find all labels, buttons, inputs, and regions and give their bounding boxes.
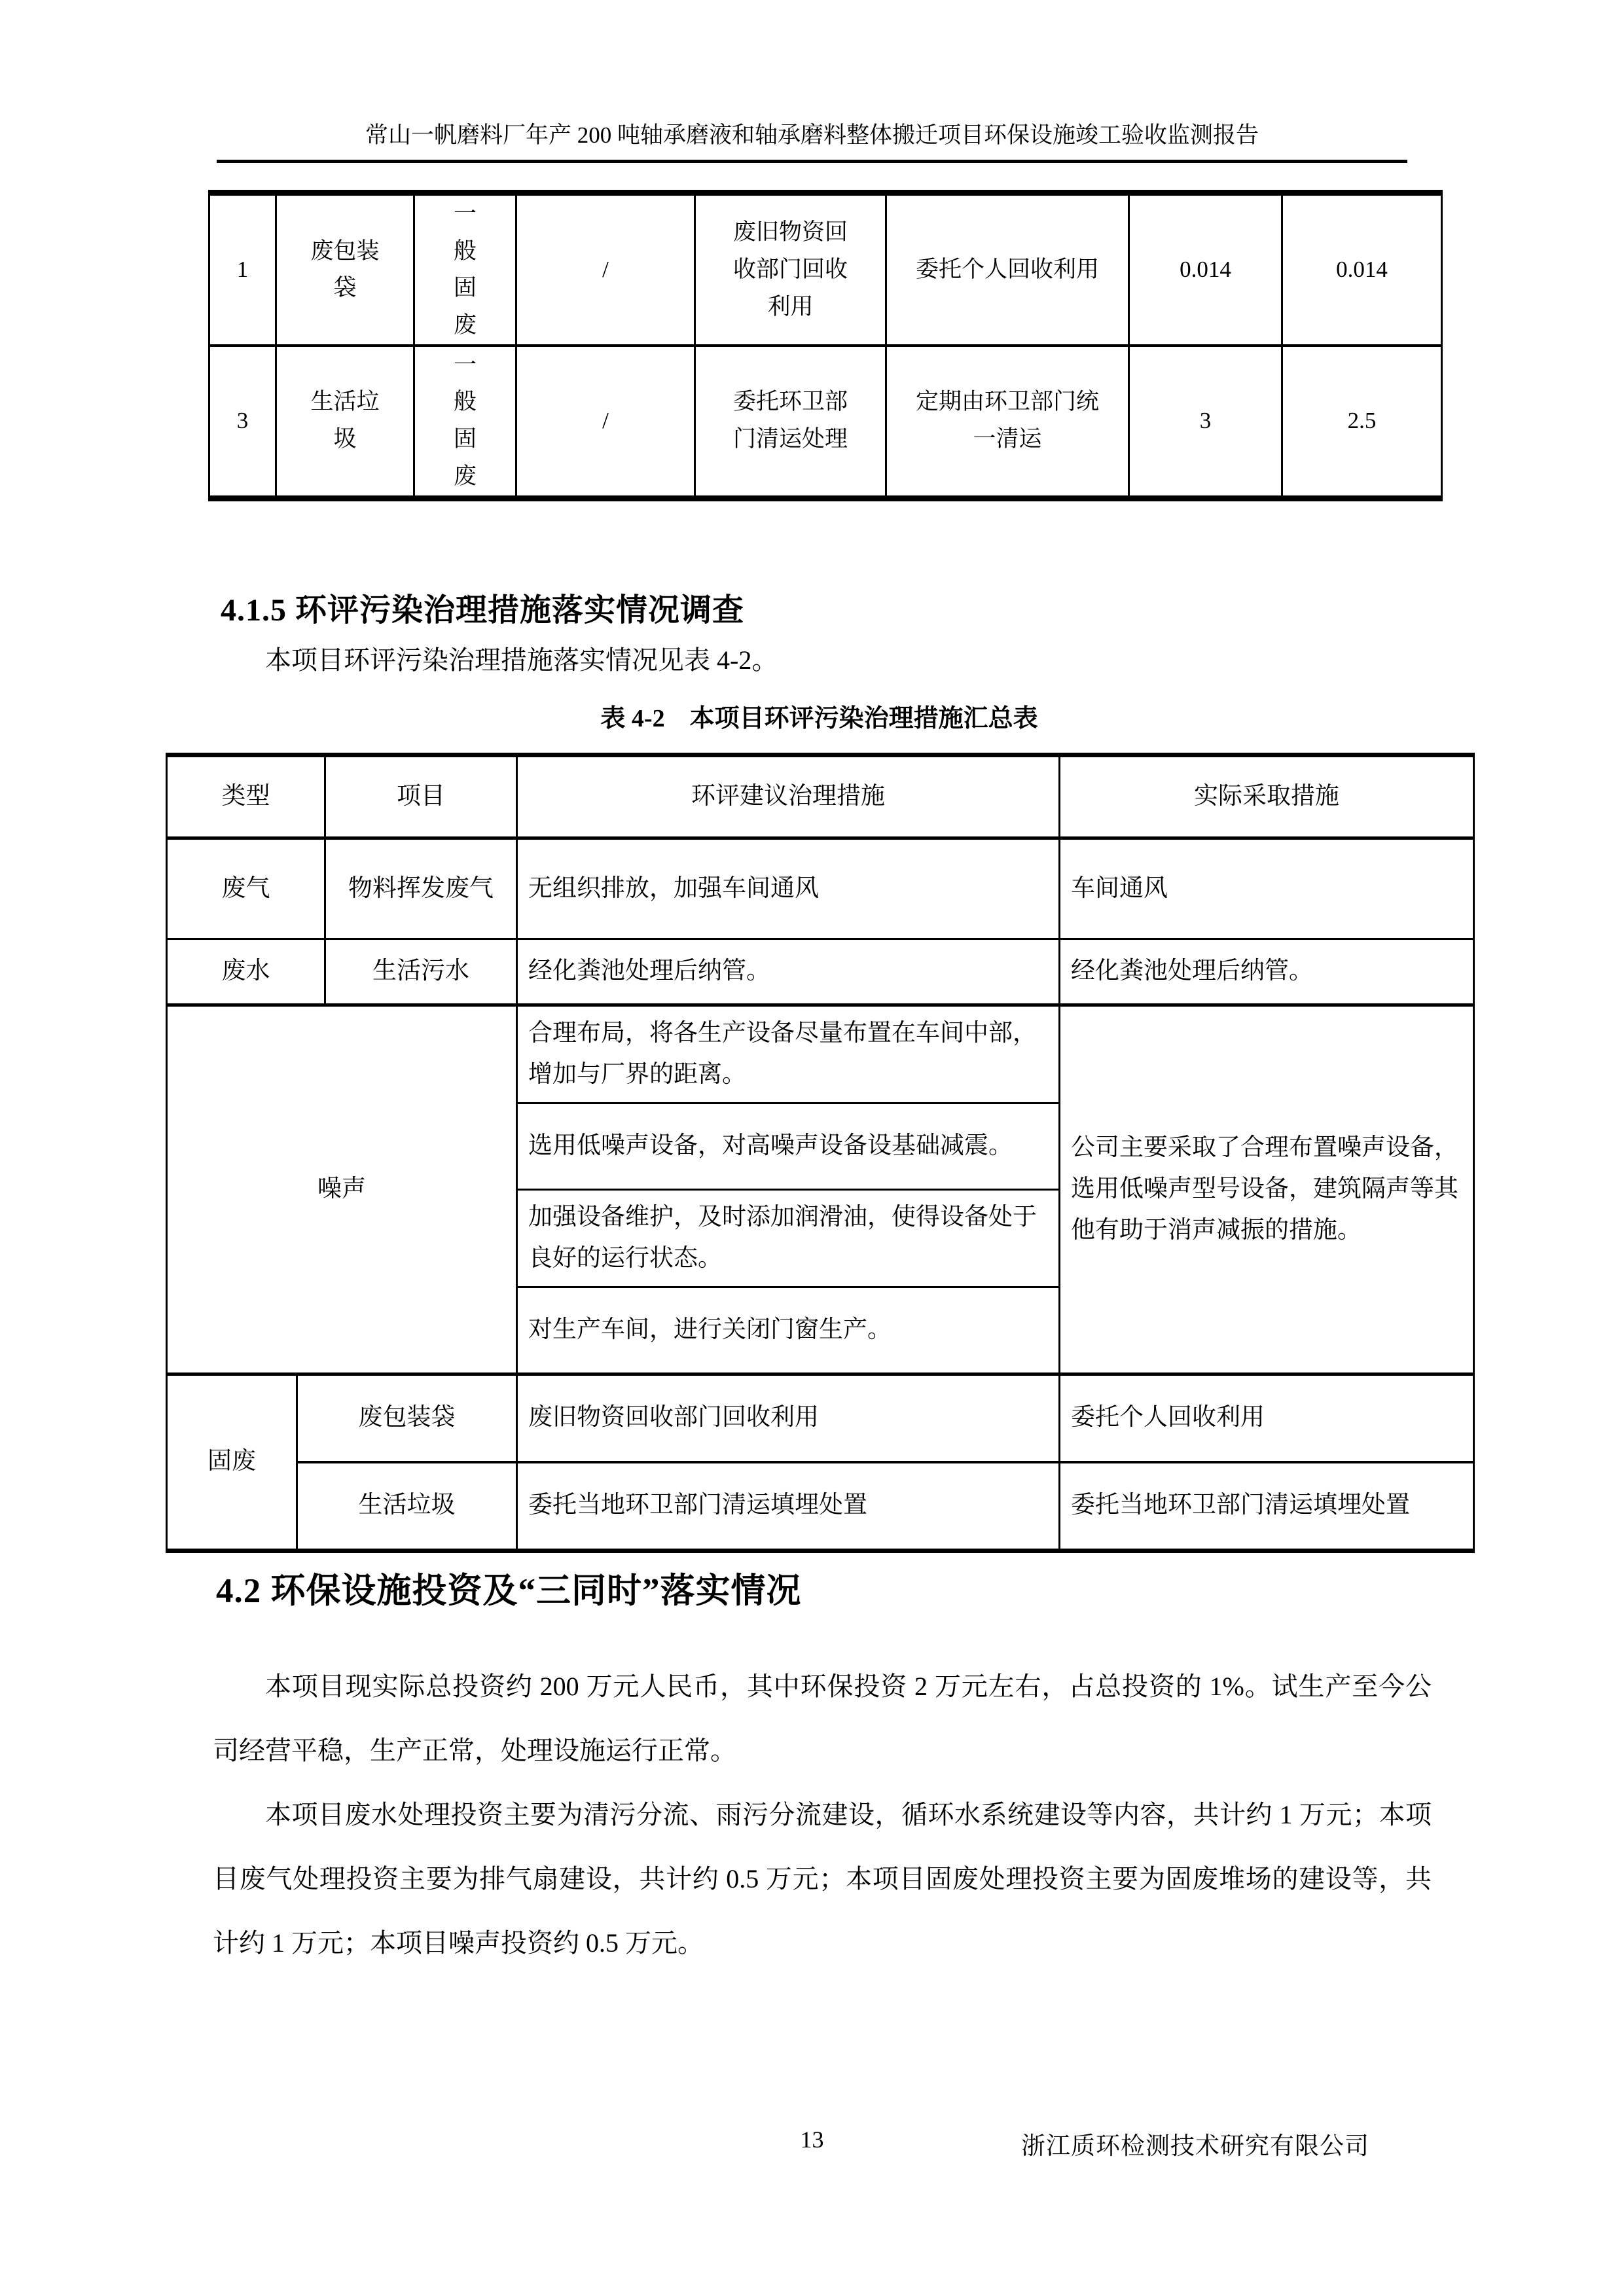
cell-type: 废气 [167,838,325,939]
cell-actual: 委托当地环卫部门清运填埋处置 [1060,1462,1474,1551]
cell-slash: / [516,193,695,346]
cell-actual-disposal: 定期由环卫部门统一清运 [886,346,1129,498]
header-suggested: 环评建议治理措施 [517,755,1060,838]
cell-actual: 经化粪池处理后纳管。 [1060,939,1474,1005]
cell-slash: / [516,346,695,498]
header-item: 项目 [325,755,517,838]
running-header: 常山一帆磨料厂年产 200 吨轴承磨液和轴承磨料整体搬迁项目环保设施竣工验收监测报告 [217,120,1407,163]
cell-actual-disposal: 委托个人回收利用 [886,193,1129,346]
cell-noise-suggested-3: 加强设备维护，及时添加润滑油，使得设备处于良好的运行状态。 [517,1189,1060,1287]
cell-amount-2: 2.5 [1282,346,1442,498]
table-row-waste-water [167,939,1474,1005]
paragraph: 本项目现实际总投资约 200 万元人民币，其中环保投资 2 万元左右，占总投资的 1%。试生产至今公司经营平稳，生产正常，处理设施运行正常。 [213,1672,1432,1765]
section-heading-4-2: 4.2 环保设施投资及“三同时”落实情况 [216,1572,802,1610]
cell-amount-1: 0.014 [1129,193,1282,346]
cell-suggested-disposal: 委托环卫部门清运处理 [695,346,886,498]
cell-suggested-disposal: 废旧物资回收部门回收利用 [695,193,886,346]
cell-suggested: 废旧物资回收部门回收利用 [517,1374,1060,1462]
header-type: 类型 [167,755,325,838]
cell-noise-suggested-2: 选用低噪声设备，对高噪声设备设基础减震。 [517,1103,1060,1189]
cell-noise-suggested-4: 对生产车间，进行关闭门窗生产。 [517,1287,1060,1374]
continued-table [208,190,1443,501]
table-row-noise [167,1005,1474,1103]
measures-table [166,753,1475,1553]
cell-category: 一般固废 [414,193,516,346]
cell-type-noise: 噪声 [167,1005,517,1374]
cell-suggested: 委托当地环卫部门清运填埋处置 [517,1462,1060,1551]
paragraph: 本项目废水处理投资主要为清污分流、雨污分流建设，循环水系统建设等内容，共计约 1 万元；本项目废气处理投资主要为排气扇建设，共计约 0.5 万元；本项目固废处理投资主要为固废堆场的建设等，共计约 1 万元；本项目噪声投资约 0.5 万元。 [213,1800,1432,1958]
cell-category: 一般固废 [414,346,516,498]
table-row [209,346,1442,498]
cell-index: 3 [209,346,276,498]
cell-index: 1 [209,193,276,346]
cell-actual: 车间通风 [1060,838,1474,939]
table-row-waste-gas [167,838,1474,939]
cell-noise-actual: 公司主要采取了合理布置噪声设备，选用低噪声型号设备，建筑隔声等其他有助于消声减振的措施。 [1060,1005,1474,1374]
section-4-1-5-intro: 本项目环评污染治理措施落实情况见表 4-2。 [265,645,778,675]
cell-amount-2: 0.014 [1282,193,1442,346]
cell-suggested: 经化粪池处理后纳管。 [517,939,1060,1005]
table-row-solid-waste [167,1374,1474,1462]
cell-amount-1: 3 [1129,346,1282,498]
table-header-row [167,755,1474,838]
cell-item: 废包装袋 [297,1374,517,1462]
table-row-solid-waste [167,1462,1474,1551]
cell-actual: 委托个人回收利用 [1060,1374,1474,1462]
cell-item: 生活污水 [325,939,517,1005]
cell-suggested: 无组织排放，加强车间通风 [517,838,1060,939]
footer-company-name: 浙江质环检测技术研究有限公司 [1021,2133,1369,2160]
cell-item: 生活垃圾 [276,346,414,498]
cell-type: 废水 [167,939,325,1005]
cell-item: 物料挥发废气 [325,838,517,939]
page-number: 13 [800,2126,824,2153]
header-actual: 实际采取措施 [1060,755,1474,838]
table-4-2-caption: 表 4-2 本项目环评污染治理措施汇总表 [600,705,1038,732]
table-row [209,193,1442,346]
section-heading-4-1-5: 4.1.5 环评污染治理措施落实情况调查 [221,593,745,628]
cell-noise-suggested-1: 合理布局，将各生产设备尽量布置在车间中部，增加与厂界的距离。 [517,1005,1060,1103]
cell-item: 废包装袋 [276,193,414,346]
section-4-2-body [213,1655,1432,1975]
cell-type-solid-waste: 固废 [167,1374,297,1551]
cell-item: 生活垃圾 [297,1462,517,1551]
